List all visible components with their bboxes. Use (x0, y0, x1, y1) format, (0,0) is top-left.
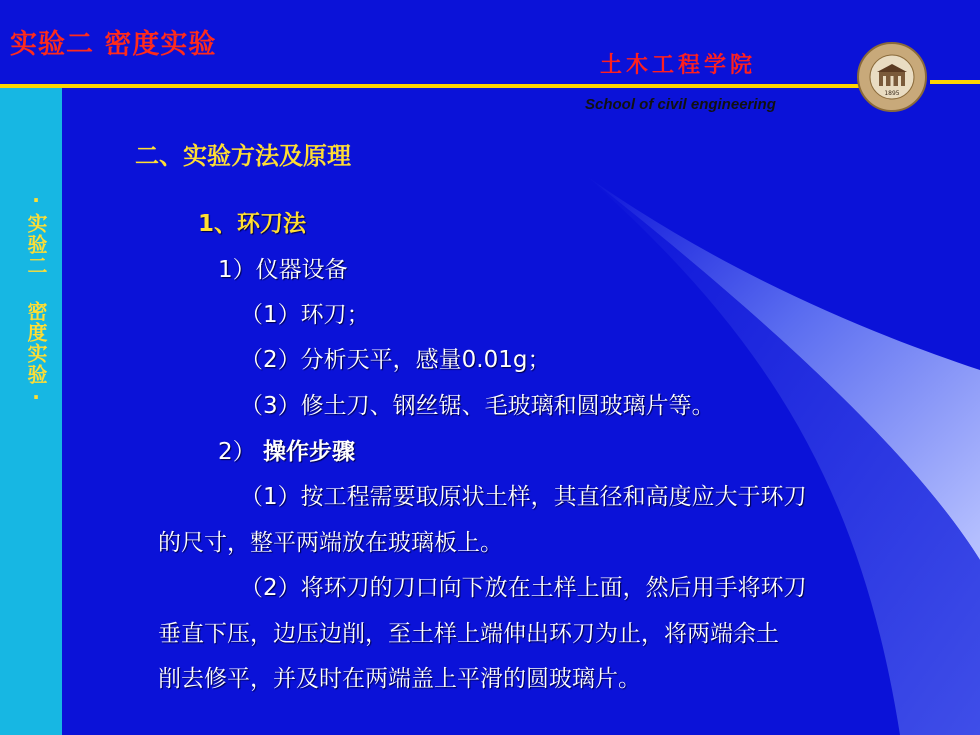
school-name-en: School of civil engineering (585, 96, 776, 113)
step-text: 垂直下压，边压边削，至土样上端伸出环刀为止，将两端余土 (158, 621, 779, 647)
steps-heading-label: 操作步骤 (262, 439, 355, 465)
equipment-item: （3）修土刀、钢丝锯、毛玻璃和圆玻璃片等。 (240, 393, 715, 419)
step-text: 削去修平，并及时在两端盖上平滑的圆玻璃片。 (158, 666, 641, 692)
equipment-item: （2）分析天平，感量0.01g； (240, 347, 551, 373)
section-title: 二、实验方法及原理 (135, 141, 351, 170)
step-text: （1）按工程需要取原状土样，其直径和高度应大于环刀 (240, 484, 807, 510)
method-title: 1、环刀法 (198, 211, 307, 237)
steps-heading (218, 433, 355, 466)
slide-title: 实验二 密度实验 (10, 29, 217, 60)
seal-year: 1895 (884, 90, 900, 97)
equipment-item: （1）环刀； (240, 302, 370, 328)
step-text: （2）将环刀的刀口向下放在土样上面，然后用手将环刀 (240, 575, 807, 601)
equipment-heading: 1）仪器设备 (218, 257, 348, 283)
step-text: 的尺寸，整平两端放在玻璃板上。 (158, 530, 503, 556)
sidebar-text: ·实验二 密度实验· (24, 188, 48, 410)
school-name-cn: 土木工程学院 (600, 52, 757, 78)
steps-heading-number: 2） (218, 439, 256, 465)
